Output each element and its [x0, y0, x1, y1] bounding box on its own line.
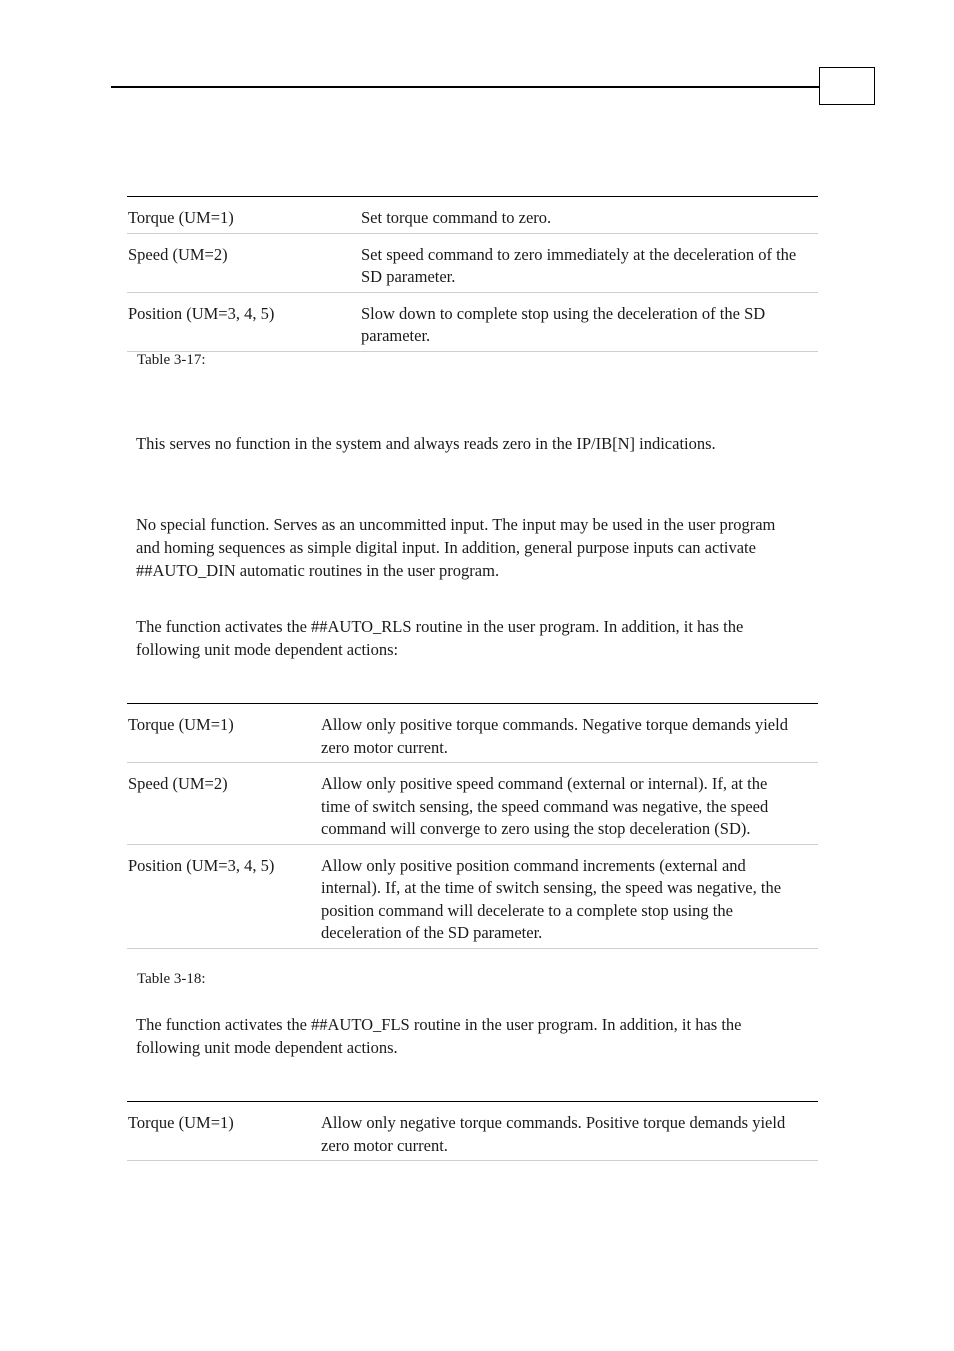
body-paragraph: The function activates the ##AUTO_RLS routine in the user program. In addition, it has the following unit mode dependent actions: [136, 617, 744, 659]
table-row [127, 704, 818, 763]
action-cell: Slow down to complete stop using the deceleration of the SD parameter. [361, 292, 818, 351]
table-row [127, 763, 818, 845]
table-row [127, 197, 818, 233]
table-row [127, 1102, 818, 1161]
action-cell: Allow only positive speed command (external or internal). If, at the time of switch sensing, the speed command was negative, the speed command will converge to zero using the stop deceleration (SD). [321, 763, 818, 845]
body-paragraph: The function activates the ##AUTO_FLS routine in the user program. In addition, it has the following unit mode dependent actions. [136, 1015, 742, 1057]
unit-mode-cell: Speed (UM=2) [127, 763, 321, 845]
action-cell: Allow only negative torque commands. Positive torque demands yield zero motor current. [321, 1102, 818, 1161]
table-row [127, 233, 818, 292]
table-caption: Table 3-17: [137, 352, 206, 368]
page-number-box [819, 67, 875, 105]
header-rule [111, 86, 819, 88]
unit-mode-cell: Torque (UM=1) [127, 197, 361, 233]
unit-mode-cell: Speed (UM=2) [127, 233, 361, 292]
action-cell: Set speed command to zero immediately at the deceleration of the SD parameter. [361, 233, 818, 292]
table-row [127, 292, 818, 351]
table-row [127, 844, 818, 948]
forward-limit-table [127, 1101, 818, 1161]
unit-mode-cell: Position (UM=3, 4, 5) [127, 292, 361, 351]
reverse-limit-table [127, 703, 818, 949]
unit-mode-cell: Torque (UM=1) [127, 704, 321, 763]
action-cell: Allow only positive torque commands. Negative torque demands yield zero motor current. [321, 704, 818, 763]
stop-behavior-table [127, 196, 818, 352]
body-paragraph: This serves no function in the system and always reads zero in the IP/IB[N] indications. [136, 434, 716, 453]
action-cell: Allow only positive position command increments (external and internal). If, at the time of switch sensing, the speed was negative, the position command will decelerate to a complete stop using the deceleration of the SD parameter. [321, 844, 818, 948]
unit-mode-cell: Position (UM=3, 4, 5) [127, 844, 321, 948]
unit-mode-cell: Torque (UM=1) [127, 1102, 321, 1161]
body-paragraph: No special function. Serves as an uncommitted input. The input may be used in the user program and homing sequences as simple digital input. In addition, general purpose inputs can activate ##AUTO_DIN automatic routines in the user program. [136, 515, 776, 580]
action-cell: Set torque command to zero. [361, 197, 818, 233]
table-caption: Table 3-18: [137, 971, 206, 987]
